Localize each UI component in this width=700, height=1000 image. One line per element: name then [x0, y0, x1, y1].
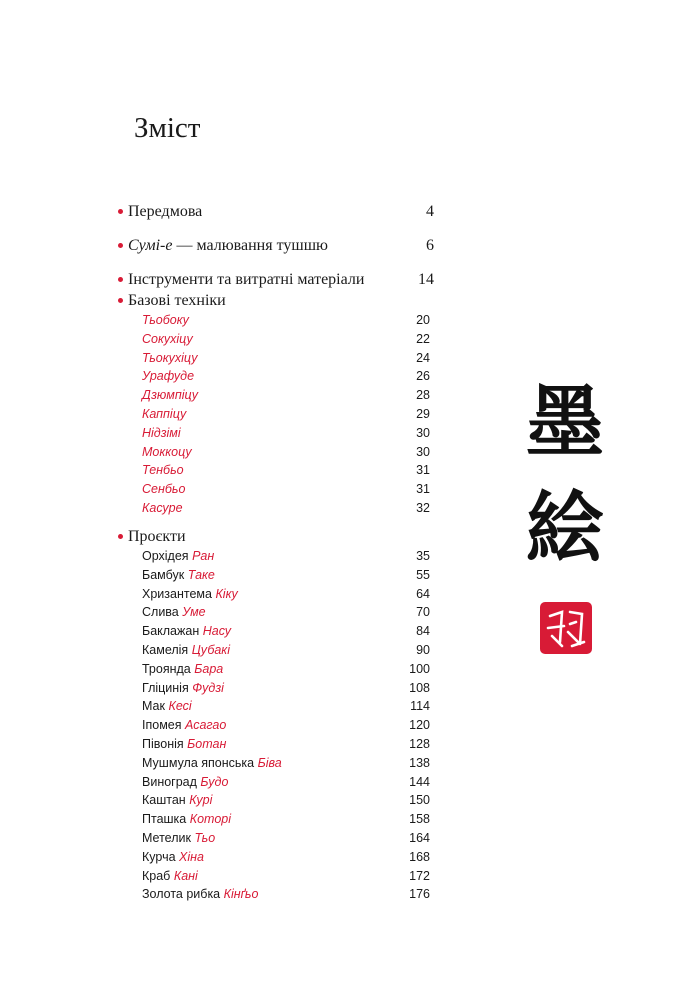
project-japanese-name: Ран	[192, 549, 215, 563]
entry-label	[142, 660, 223, 679]
technique-name: Тьобоку	[142, 313, 189, 327]
project-japanese-name: Асагао	[185, 718, 227, 733]
section-heading-label: Проєкти	[128, 528, 186, 545]
project-name: Троянда	[142, 661, 191, 676]
project-name: Слива	[142, 605, 179, 620]
technique-entry[interactable]	[118, 480, 438, 499]
entry-label	[142, 641, 230, 660]
entry-label	[142, 885, 258, 904]
page-number: 158	[409, 812, 430, 827]
project-entry[interactable]	[118, 716, 438, 735]
entry-label	[142, 547, 214, 566]
project-name: Камелія	[142, 642, 189, 657]
page-number: 164	[409, 830, 430, 845]
page-number: 176	[409, 887, 430, 902]
page-number: 31	[416, 463, 430, 478]
bullet-icon	[118, 243, 123, 248]
entry-label	[142, 735, 226, 754]
entry-label	[142, 810, 231, 829]
main-entries	[118, 202, 438, 290]
bullet-icon	[118, 277, 123, 282]
technique-name: Сокухіцу	[142, 331, 193, 346]
page-number: 144	[409, 774, 430, 789]
page-number: 168	[409, 849, 430, 864]
project-name: Хризантема	[142, 586, 212, 601]
technique-entry[interactable]	[118, 499, 438, 518]
projects-section	[118, 527, 438, 904]
technique-name: Тенбьо	[142, 463, 184, 478]
project-name: Баклажан	[142, 624, 200, 639]
project-japanese-name: Хіна	[179, 849, 204, 864]
entry-label	[142, 499, 183, 518]
project-name: Курча	[142, 849, 176, 864]
technique-entry[interactable]	[118, 424, 438, 443]
calligraphy-painting: 絵	[525, 483, 604, 574]
toc-entry[interactable]	[118, 202, 438, 222]
page-number: 120	[409, 718, 430, 733]
project-entry[interactable]	[118, 566, 438, 585]
toc-entry[interactable]	[118, 270, 438, 290]
page-number: 114	[410, 699, 430, 714]
basic-techniques-list	[118, 311, 438, 518]
project-entry[interactable]	[118, 885, 438, 904]
project-entry[interactable]	[118, 867, 438, 886]
entry-label	[142, 773, 228, 792]
project-japanese-name: Біва	[257, 755, 282, 770]
project-japanese-name: Кіку	[215, 586, 238, 601]
entry-label	[128, 236, 328, 256]
toc-entry[interactable]	[118, 236, 438, 256]
project-japanese-name: Ботан	[187, 736, 227, 751]
entry-label	[142, 697, 192, 716]
bullet-icon	[118, 298, 123, 303]
page-number: 32	[416, 500, 430, 515]
technique-name: Урафуде	[142, 369, 195, 384]
entry-label	[142, 349, 197, 368]
entry-label: Передмова	[128, 203, 203, 220]
page-number: 20	[416, 313, 430, 327]
entry-label	[142, 622, 231, 641]
project-japanese-name: Бара	[194, 661, 224, 676]
project-name: Бамбук	[142, 567, 185, 582]
project-entry[interactable]	[118, 679, 438, 698]
entry-label	[142, 716, 226, 735]
page-number: 138	[409, 755, 430, 770]
section-heading[interactable]	[118, 527, 438, 547]
page-number: 172	[409, 868, 430, 883]
project-name: Метелик	[142, 830, 191, 845]
entry-label	[142, 367, 194, 386]
section-heading[interactable]	[118, 291, 438, 311]
page-number: 128	[409, 736, 430, 751]
project-name: Краб	[142, 868, 171, 883]
project-entry[interactable]	[118, 754, 438, 773]
entry-label	[142, 679, 224, 698]
entry-label	[142, 386, 198, 405]
project-entry[interactable]	[118, 810, 438, 829]
page-number: 100	[409, 661, 430, 676]
project-entry[interactable]	[118, 585, 438, 604]
technique-entry[interactable]	[118, 386, 438, 405]
project-name: Каштан	[142, 793, 186, 808]
page-number: 55	[416, 567, 430, 582]
page-number: 28	[416, 388, 430, 403]
project-name: Виноград	[142, 774, 197, 789]
technique-name: Сенбьо	[142, 482, 186, 497]
project-entry[interactable]	[118, 791, 438, 810]
project-name: Півонія	[142, 736, 184, 751]
page-number: 6	[426, 237, 434, 254]
bullet-icon	[118, 534, 123, 539]
project-japanese-name: Кані	[173, 868, 198, 883]
page-title: Зміст	[134, 112, 201, 144]
technique-entry[interactable]	[118, 330, 438, 349]
project-entry[interactable]	[118, 547, 438, 566]
project-japanese-name: Уме	[182, 605, 206, 620]
project-entry[interactable]	[118, 829, 438, 848]
project-japanese-name: Курі	[189, 793, 213, 808]
bullet-icon	[118, 209, 123, 214]
page-number: 14	[418, 271, 434, 288]
page-number: 22	[416, 331, 430, 346]
project-entry[interactable]	[118, 735, 438, 754]
page-number: 84	[416, 624, 430, 639]
technique-name: Нідзімі	[142, 425, 181, 440]
section-heading-label: Базові техніки	[128, 292, 226, 309]
technique-entry[interactable]	[118, 367, 438, 386]
entry-label-italic: Сумі-е	[128, 237, 173, 254]
technique-entry[interactable]	[118, 311, 438, 330]
entry-label	[142, 791, 212, 810]
entry-label	[142, 754, 282, 773]
technique-entry[interactable]	[118, 405, 438, 424]
entry-label	[142, 443, 192, 462]
technique-name: Дзюмпіцу	[142, 388, 199, 403]
page-number: 90	[416, 642, 430, 657]
technique-entry[interactable]	[118, 349, 438, 368]
page-number: 35	[416, 549, 430, 563]
technique-entry[interactable]	[118, 461, 438, 480]
entry-label	[142, 311, 189, 330]
page-number: 26	[416, 369, 430, 384]
page-number: 31	[416, 482, 430, 497]
project-entry[interactable]	[118, 641, 438, 660]
technique-name: Моккоцу	[142, 444, 192, 459]
project-name: Пташка	[142, 812, 187, 827]
page-number: 24	[416, 350, 430, 365]
project-entry[interactable]	[118, 697, 438, 716]
project-entry[interactable]	[118, 848, 438, 867]
page-number: 30	[416, 425, 430, 440]
project-japanese-name: Насу	[202, 624, 232, 639]
project-japanese-name: Которі	[189, 812, 232, 827]
page-number: 70	[416, 605, 430, 620]
technique-name: Тьокухіцу	[142, 350, 198, 365]
project-name: Мушмула японська	[142, 755, 255, 770]
projects-list	[118, 547, 438, 904]
project-name: Орхідея	[142, 549, 189, 563]
project-name: Золота рибка	[142, 887, 221, 902]
page-number: 4	[426, 203, 434, 220]
project-name: Гліцинія	[142, 680, 189, 695]
technique-entry[interactable]	[118, 443, 438, 462]
page-number: 29	[416, 406, 430, 421]
entry-label-rest: — малювання тушшю	[172, 237, 328, 254]
entry-label	[142, 867, 198, 886]
page-number: 64	[416, 586, 430, 601]
project-japanese-name: Кесі	[168, 699, 192, 714]
project-entry[interactable]	[118, 622, 438, 641]
project-entry[interactable]	[118, 603, 438, 622]
entry-label	[142, 829, 215, 848]
project-name: Мак	[142, 699, 165, 714]
technique-name: Касуре	[142, 500, 183, 515]
technique-name: Каппіцу	[142, 406, 187, 421]
calligraphy-ink: 墨	[525, 377, 604, 468]
basic-techniques-section	[118, 291, 438, 518]
entry-label	[142, 585, 238, 604]
project-japanese-name: Фудзі	[192, 680, 224, 695]
project-japanese-name: Цубакі	[191, 642, 230, 657]
entry-label	[142, 603, 206, 622]
page-number: 108	[409, 680, 430, 695]
project-japanese-name: Тьо	[194, 830, 216, 845]
entry-label	[142, 461, 184, 480]
project-japanese-name: Кінґьо	[223, 887, 259, 902]
page-number: 150	[409, 793, 430, 808]
entry-label	[142, 480, 185, 499]
project-name: Іпомея	[142, 718, 182, 733]
entry-label: Інструменти та витратні матеріали	[128, 271, 365, 288]
page-number: 30	[416, 444, 430, 459]
project-entry[interactable]	[118, 773, 438, 792]
entry-label	[142, 424, 181, 443]
red-seal-stamp-icon	[540, 602, 592, 654]
entry-label	[142, 848, 204, 867]
entry-label	[142, 566, 215, 585]
project-entry[interactable]	[118, 660, 438, 679]
project-japanese-name: Будо	[200, 774, 229, 789]
entry-label	[142, 405, 186, 424]
project-japanese-name: Таке	[187, 567, 215, 582]
entry-label	[142, 330, 193, 349]
